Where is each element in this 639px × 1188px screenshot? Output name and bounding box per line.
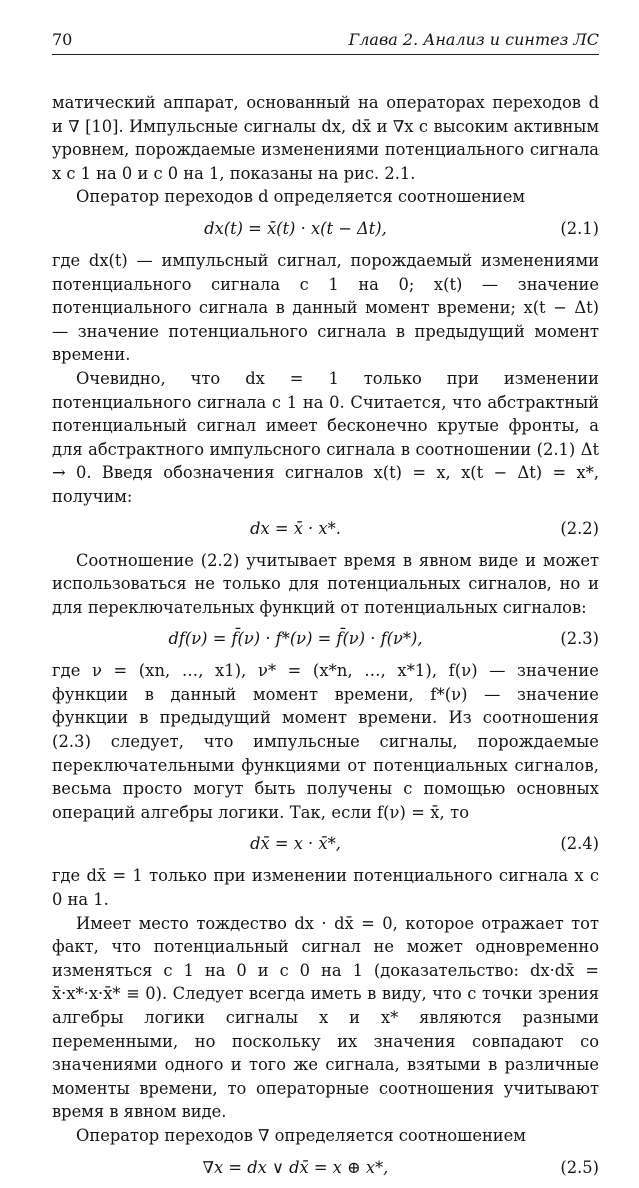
equation-number: (2.3) [560,629,599,649]
equation-number: (2.4) [560,834,599,854]
equation-number: (2.1) [560,218,599,238]
equation-formula: dx̄ = x · x̄*, [250,834,341,854]
running-header [52,30,599,52]
page-body [52,91,599,1188]
page-number: 70 [52,30,73,49]
paragraph-8: Имеет место тождество dx · dx̄ = 0, которое отражает тот факт, что потенциальный сигнал не может одновременно изменяться с 1 на 0 и с 0 на 1 (доказательство: dx·dx̄ = x̄·x*·x·x̄* ≡ 0). Следует всегда иметь в виду, что с точки зрения алгебры логики сигналы x и x* являются разными переменными, но поскольку их значения совпадают со значениями одного и того же сигнала, взятыми в различные моменты времени, то операторные соотношения учитывают время в явном виде. [52,913,599,1122]
paragraph-1: матический аппарат, основанный на операторах переходов d и ∇ [10]. Импульсные сигналы dx, dx̄ и ∇x с высоким активным уровнем, порождаемые изменениями потенциального сигнала x с 1 на 0 и с 0 на 1, показаны на рис. 2.1. [52,93,599,183]
equation-formula: df(ν) = f̄(ν) · f*(ν) = f̄(ν) · f(ν*), [168,629,423,649]
paragraph-7: где dx̄ = 1 только при изменении потенциального сигнала x с 0 на 1. [52,866,599,910]
paragraph-2: Оператор переходов d определяется соотношением [76,187,526,207]
paragraph-4: Очевидно, что dx = 1 только при изменении потенциального сигнала с 1 на 0. Считается, что абстрактный потенциальный сигнал имеет бесконечно крутые фронты, а для абстрактного импульсного сигнала в соотношении (2.1) Δt → 0. Введя обозначения сигналов x(t) = x, x(t − Δt) = x*, получим: [52,368,599,506]
paragraph-6: где ν = (xn, …, x1), ν* = (x*n, …, x*1), f(ν) — значение функции в данный момент времени, f*(ν) — значение функции в предыдущий момент времени. Из соотношения (2.3) следует, что импульсные сигналы, порождаемые переключательными функциями от потенциальных сигналов, весьма просто могут быть получены с помощью основных операций алгебры логики. Так, если f(ν) = x̄, то [52,661,599,822]
equation-2-4 [52,824,599,864]
equation-2-1 [52,209,599,249]
paragraph-9: Оператор переходов ∇ определяется соотношением [76,1125,526,1145]
equation-2-2 [52,509,599,549]
chapter-title: Глава 2. Анализ и синтез ЛС [348,30,599,49]
equation-2-5 [52,1148,599,1188]
paragraph-5: Соотношение (2.2) учитывает время в явном виде и может использоваться не только для потенциальных сигналов, но и для переключательных функций от потенциальных сигналов: [52,550,599,617]
equation-number: (2.2) [560,518,599,538]
equation-2-3 [52,619,599,659]
book-page [52,30,599,1188]
header-rule [52,54,599,55]
paragraph-3: где dx(t) — импульсный сигнал, порождаемый изменениями потенциального сигнала с 1 на 0; x(t) — значение потенциального сигнала в данный момент времени; x(t − Δt) — значение потенциального сигнала в предыдущий момент времени. [52,250,599,365]
equation-formula: ∇x = dx ∨ dx̄ = x ⊕ x*, [202,1157,389,1177]
equation-formula: dx(t) = x̄(t) · x(t − Δt), [204,218,387,238]
equation-number: (2.5) [560,1157,599,1177]
equation-formula: dx = x̄ · x*. [250,518,341,538]
